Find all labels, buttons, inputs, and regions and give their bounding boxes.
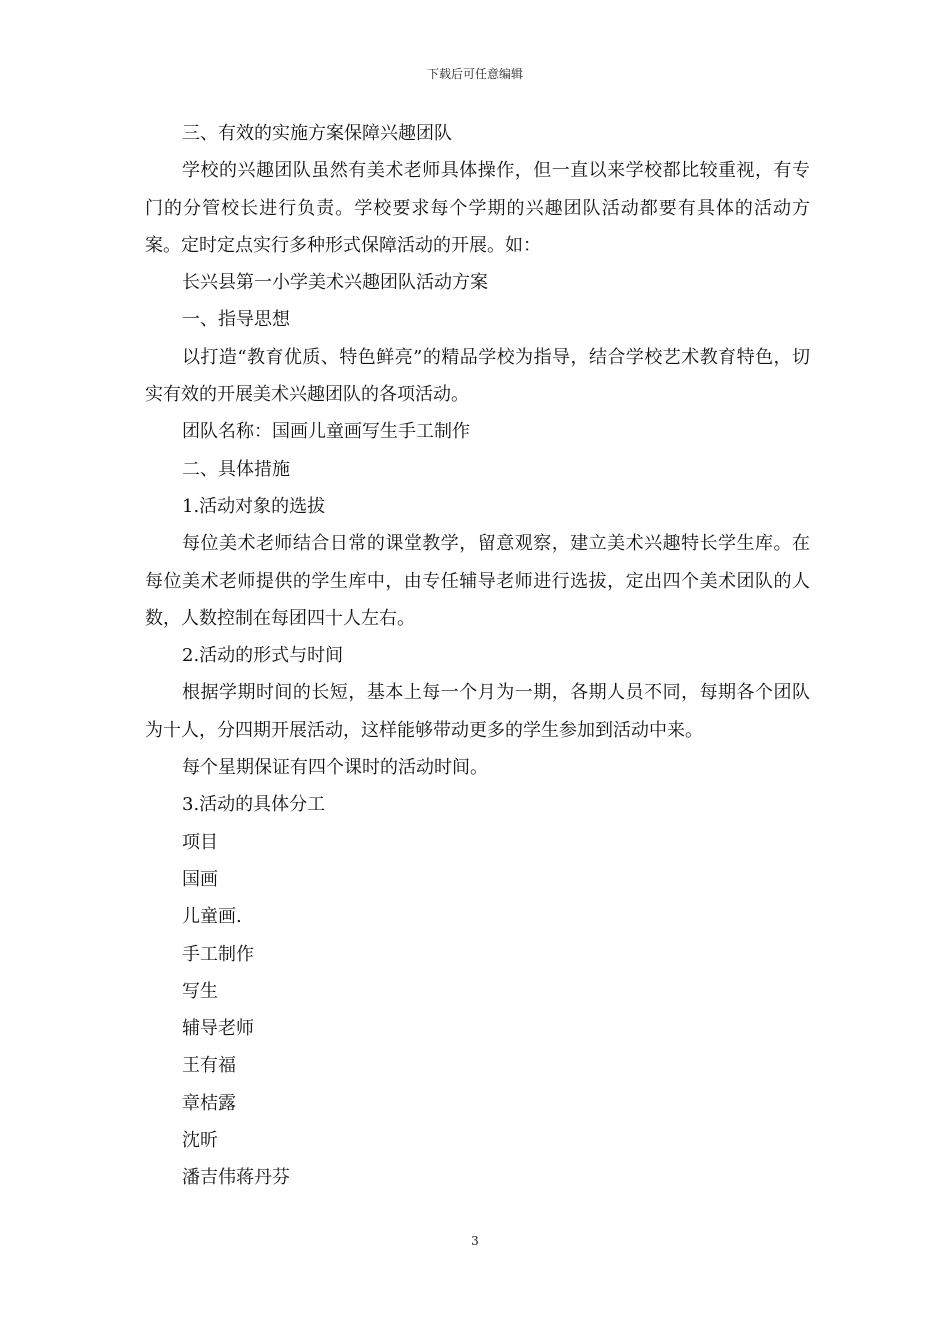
subheading-selection: 1.活动对象的选拔 <box>182 495 326 517</box>
subheading-form-time: 2.活动的形式与时间 <box>182 645 344 667</box>
document-body <box>145 115 810 1197</box>
list-item: 项目 <box>182 831 218 853</box>
paragraph-selection: 每位美术老师结合日常的课堂教学，留意观察，建立美术兴趣特长学生库。在每位美术老师提供的学生库中，由专任辅导老师进行选拔，定出四个美术团队的人数，人数控制在每团四十人左右。 <box>145 533 810 629</box>
page-header: 下载后可任意编辑 <box>426 67 523 81</box>
list-item: 王有福 <box>182 1055 236 1077</box>
subheading-division: 3.活动的具体分工 <box>182 794 326 816</box>
section-heading-implementation: 三、有效的实施方案保障兴趣团队 <box>182 123 452 144</box>
paragraph-form-time: 根据学期时间的长短，基本上每一个月为一期，各期人员不同，每期各个团队为十人，分四期开展活动，这样能够带动更多的学生参加到活动中来。 <box>145 682 810 741</box>
page-number: 3 <box>471 1234 479 1248</box>
list-item: 潘吉伟蒋丹芬 <box>182 1167 290 1189</box>
list-item: 儿童画. <box>182 906 242 928</box>
paragraph-guiding-thought: 以打造“教育优质、特色鲜亮”的精品学校为指导，结合学校艺术教育特色，切实有效的开展美术兴趣团队的各项活动。 <box>145 346 810 406</box>
paragraph-school-support: 学校的兴趣团队虽然有美术老师具体操作，但一直以来学校都比较重视，有专门的分管校长进行负责。学校要求每个学期的兴趣团队活动都要有具体的活动方案。定时定点实行多种形式保障活动的开展。如： <box>145 160 810 256</box>
section-heading-guiding-thought: 一、指导思想 <box>182 309 290 331</box>
list-item: 写生 <box>182 980 218 1002</box>
list-item: 章桔露 <box>182 1092 236 1114</box>
list-item: 辅导老师 <box>182 1018 254 1040</box>
list-item: 国画 <box>182 868 218 890</box>
section-heading-measures: 二、具体措施 <box>182 458 290 480</box>
paragraph-weekly-hours: 每个星期保证有四个课时的活动时间。 <box>182 757 488 779</box>
list-item: 沈昕 <box>182 1130 218 1152</box>
list-item: 手工制作 <box>182 943 254 965</box>
team-names: 团队名称：国画儿童画写生手工制作 <box>182 421 470 443</box>
plan-title: 长兴县第一小学美术兴趣团队活动方案 <box>182 272 488 294</box>
